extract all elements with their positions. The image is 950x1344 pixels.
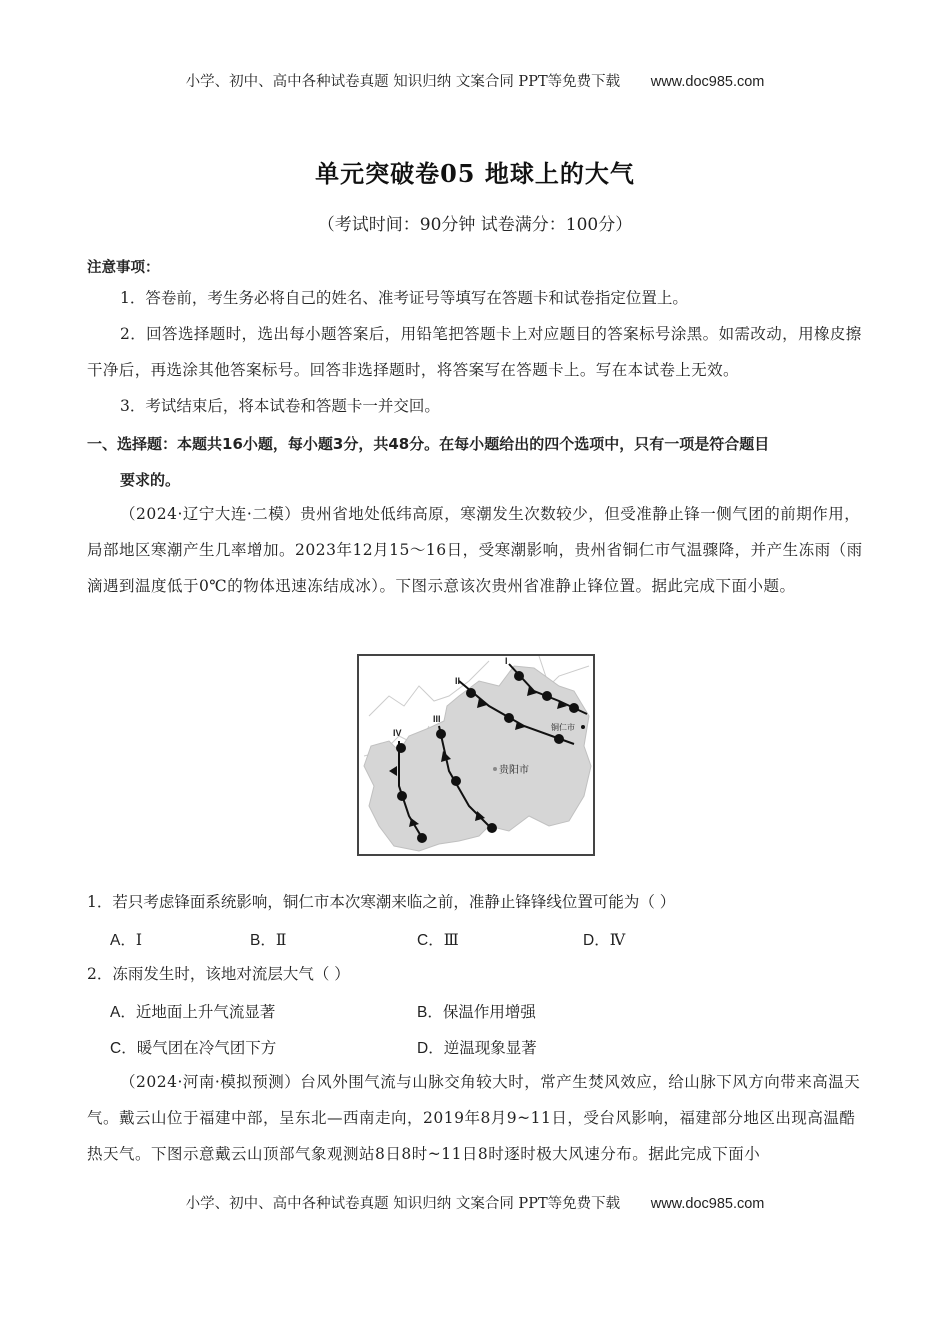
notice-1: 1．答卷前，考生务必将自己的姓名、准考证号等填写在答题卡和试卷指定位置上。	[120, 289, 688, 307]
header-text: 小学、初中、高中各种试卷真题 知识归纳 文案合同 PPT等免费下载	[185, 74, 621, 90]
q2-option-d[interactable]: D．逆温现象显著	[417, 1039, 537, 1057]
q1-option-c[interactable]: C．Ⅲ	[417, 931, 459, 949]
q1-option-b[interactable]: B．Ⅱ	[250, 931, 287, 949]
front-label-iv: IV	[393, 728, 402, 738]
q1-option-d[interactable]: D．Ⅳ	[583, 931, 626, 949]
footer-text: 小学、初中、高中各种试卷真题 知识归纳 文案合同 PPT等免费下载	[185, 1196, 621, 1212]
notice-heading: 注意事项：	[87, 260, 160, 276]
question-1-stem: 1．若只考虑锋面系统影响，铜仁市本次寒潮来临之前，准静止锋锋线位置可能为（ ）	[87, 893, 676, 911]
front-label-i: I	[505, 656, 508, 666]
front-label-ii: II	[455, 676, 461, 686]
passage-2: （2024·河南·模拟预测）台风外围气流与山脉交角较大时，常产生焚风效应，给山脉下风方向带来高温天气。戴云山位于福建中部，呈东北—西南走向，2019年8月9~11日，受台风影响，福建部分地区出现高温酷热天气。下图示意戴云山顶部气象观测站8日8时~11日8时逐时极大风速分布。据此完成下面小	[87, 1073, 861, 1163]
front-label-iii: III	[433, 714, 441, 724]
doc-subtitle: （考试时间：90分钟 试卷满分：100分）	[317, 215, 633, 235]
q1-option-a[interactable]: A．Ⅰ	[110, 931, 142, 949]
q2-option-b[interactable]: B．保温作用增强	[417, 1003, 536, 1021]
doc-title: 单元突破卷05 地球上的大气	[315, 159, 635, 188]
header-site-link[interactable]: www.doc985.com	[650, 74, 765, 90]
front-map-figure	[357, 654, 595, 856]
passage-1: （2024·辽宁大连·二模）贵州省地处低纬高原，寒潮发生次数较少，但受准静止锋一侧气团的前期作用，局部地区寒潮产生几率增加。2023年12月15～16日，受寒潮影响，贵州省铜仁市气温骤降，并产生冻雨（雨滴遇到温度低于0℃的物体迅速冻结成冰）。下图示意该次贵州省准静止锋位置。据此完成下面小题。	[87, 505, 863, 595]
page-footer	[0, 1192, 950, 1213]
page-header	[0, 70, 950, 91]
q2-option-a[interactable]: A．近地面上升气流显著	[110, 1003, 276, 1021]
city-label-guiyang: 贵阳市	[499, 765, 529, 776]
notice-2: 2．回答选择题时，选出每小题答案后，用铅笔把答题卡上对应题目的答案标号涂黑。如需改动，用橡皮擦干净后，再选涂其他答案标号。回答非选择题时，将答案写在答题卡上。写在本试卷上无效。	[87, 325, 862, 379]
q2-option-c[interactable]: C．暖气团在冷气团下方	[110, 1039, 277, 1057]
city-label-tongren: 铜仁市	[551, 723, 575, 732]
section-1-heading: 一、选择题：本题共16小题，每小题3分，共48分。在每小题给出的四个选项中，只有一项是符合题目	[87, 435, 770, 453]
guizhou-front-map	[359, 656, 593, 854]
footer-site-link[interactable]: www.doc985.com	[650, 1196, 765, 1212]
question-2-stem: 2．冻雨发生时，该地对流层大气（ ）	[87, 965, 350, 983]
notice-3: 3．考试结束后，将本试卷和答题卡一并交回。	[120, 397, 440, 415]
section-1-heading-cont: 要求的。	[120, 471, 181, 489]
